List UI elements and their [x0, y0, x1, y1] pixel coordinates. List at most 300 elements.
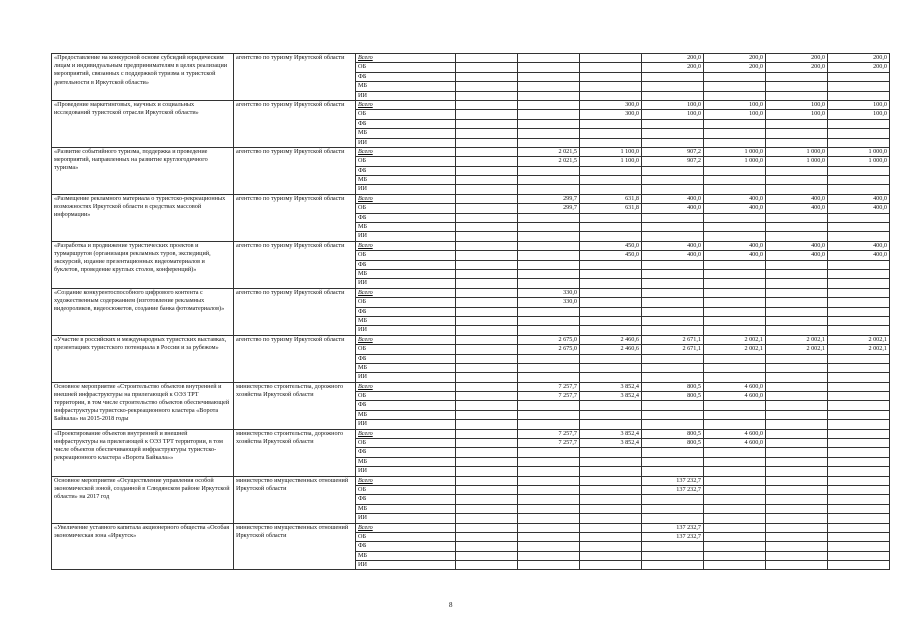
- amount-cell: [766, 354, 828, 363]
- amount-cell: [766, 495, 828, 504]
- amount-cell: 137 232,7: [642, 476, 704, 485]
- amount-cell: 1 000,0: [766, 157, 828, 166]
- measure-name-cell: «Предоставление на конкурсной основе субсидий юридическим лицам и индивидуальным предпринимателям в целях реализации мероприятий, связанных с поддержкой туризма и туристской деятельности в Иркутской области»: [52, 54, 234, 101]
- amount-cell: [704, 401, 766, 410]
- amount-cell: 450,0: [580, 251, 642, 260]
- funding-source-cell: МБ: [356, 223, 456, 232]
- amount-cell: [828, 288, 890, 297]
- amount-cell: [456, 429, 518, 438]
- amount-cell: [766, 316, 828, 325]
- amount-cell: [456, 138, 518, 147]
- amount-cell: [456, 241, 518, 250]
- amount-cell: [518, 232, 580, 241]
- amount-cell: [828, 363, 890, 372]
- funding-source-cell: Всего: [356, 429, 456, 438]
- funding-source-cell: МБ: [356, 551, 456, 560]
- amount-cell: [704, 410, 766, 419]
- funding-source-cell: ИИ: [356, 185, 456, 194]
- amount-cell: [518, 542, 580, 551]
- amount-cell: [828, 307, 890, 316]
- table-row: [52, 100, 890, 109]
- amount-cell: 100,0: [704, 100, 766, 109]
- amount-cell: [828, 495, 890, 504]
- amount-cell: [704, 532, 766, 541]
- amount-cell: [580, 542, 642, 551]
- amount-cell: [642, 82, 704, 91]
- amount-cell: [518, 279, 580, 288]
- amount-cell: [766, 476, 828, 485]
- amount-cell: [580, 166, 642, 175]
- amount-cell: [456, 298, 518, 307]
- amount-cell: [828, 532, 890, 541]
- amount-cell: [828, 354, 890, 363]
- amount-cell: [642, 307, 704, 316]
- amount-cell: [828, 119, 890, 128]
- amount-cell: 400,0: [828, 194, 890, 203]
- funding-source-cell: Всего: [356, 194, 456, 203]
- funding-source-cell: ФБ: [356, 72, 456, 81]
- amount-cell: 450,0: [580, 241, 642, 250]
- responsible-cell: агентство по туризму Иркутской области: [234, 147, 356, 194]
- table-row: [52, 429, 890, 438]
- amount-cell: [642, 401, 704, 410]
- amount-cell: [518, 476, 580, 485]
- amount-cell: [828, 551, 890, 560]
- amount-cell: 4 600,0: [704, 382, 766, 391]
- amount-cell: [580, 476, 642, 485]
- amount-cell: 400,0: [642, 194, 704, 203]
- amount-cell: 2 021,5: [518, 157, 580, 166]
- funding-source-cell: ИИ: [356, 91, 456, 100]
- funding-source-cell: Всего: [356, 241, 456, 250]
- amount-cell: 7 257,7: [518, 392, 580, 401]
- responsible-cell: министерство имущественных отношений Иркутской области: [234, 523, 356, 570]
- funding-source-cell: ФБ: [356, 260, 456, 269]
- amount-cell: 1 000,0: [828, 147, 890, 156]
- amount-cell: [456, 110, 518, 119]
- amount-cell: [580, 354, 642, 363]
- amount-cell: [828, 382, 890, 391]
- amount-cell: [518, 129, 580, 138]
- amount-cell: [518, 241, 580, 250]
- amount-cell: [456, 439, 518, 448]
- measure-name-cell: «Развитие событийного туризма, поддержка и проведение мероприятий, направленных на развитие круглогодичного туризма»: [52, 147, 234, 194]
- amount-cell: [518, 504, 580, 513]
- amount-cell: [828, 326, 890, 335]
- amount-cell: [518, 354, 580, 363]
- amount-cell: [828, 72, 890, 81]
- amount-cell: [704, 260, 766, 269]
- amount-cell: 200,0: [828, 63, 890, 72]
- amount-cell: [456, 476, 518, 485]
- amount-cell: 299,7: [518, 204, 580, 213]
- amount-cell: 2 002,1: [828, 335, 890, 344]
- amount-cell: [456, 307, 518, 316]
- amount-cell: [456, 532, 518, 541]
- amount-cell: 400,0: [766, 251, 828, 260]
- funding-source-cell: МБ: [356, 82, 456, 91]
- amount-cell: [518, 523, 580, 532]
- amount-cell: 400,0: [704, 194, 766, 203]
- table-row: [52, 382, 890, 391]
- amount-cell: [642, 176, 704, 185]
- amount-cell: [766, 420, 828, 429]
- amount-cell: [580, 298, 642, 307]
- amount-cell: 100,0: [704, 110, 766, 119]
- amount-cell: [642, 467, 704, 476]
- amount-cell: [766, 185, 828, 194]
- amount-cell: [828, 260, 890, 269]
- amount-cell: [828, 232, 890, 241]
- amount-cell: [704, 373, 766, 382]
- amount-cell: 400,0: [642, 251, 704, 260]
- amount-cell: [704, 514, 766, 523]
- amount-cell: [518, 54, 580, 63]
- table-row: [52, 523, 890, 532]
- amount-cell: [456, 100, 518, 109]
- amount-cell: 330,0: [518, 288, 580, 297]
- amount-cell: [580, 448, 642, 457]
- amount-cell: [580, 213, 642, 222]
- responsible-cell: министерство имущественных отношений Иркутской области: [234, 476, 356, 523]
- funding-source-cell: МБ: [356, 504, 456, 513]
- funding-source-cell: ОБ: [356, 439, 456, 448]
- amount-cell: [766, 166, 828, 175]
- funding-source-cell: МБ: [356, 410, 456, 419]
- amount-cell: [828, 485, 890, 494]
- amount-cell: [456, 401, 518, 410]
- amount-cell: 100,0: [642, 110, 704, 119]
- amount-cell: [580, 514, 642, 523]
- amount-cell: [704, 363, 766, 372]
- amount-cell: [456, 392, 518, 401]
- amount-cell: [456, 72, 518, 81]
- funding-source-cell: ФБ: [356, 166, 456, 175]
- measure-name-cell: «Создание конкурентоспособного цифрового контента с художественным содержанием (изготовление рекламных видеороликов, видеосюжетов, создание банка фотоматериалов)»: [52, 288, 234, 335]
- amount-cell: [642, 363, 704, 372]
- amount-cell: [766, 129, 828, 138]
- amount-cell: [456, 288, 518, 297]
- amount-cell: [456, 185, 518, 194]
- amount-cell: [456, 129, 518, 138]
- amount-cell: [766, 307, 828, 316]
- amount-cell: [642, 326, 704, 335]
- amount-cell: [704, 185, 766, 194]
- amount-cell: [642, 279, 704, 288]
- amount-cell: [580, 185, 642, 194]
- amount-cell: [580, 232, 642, 241]
- amount-cell: [456, 147, 518, 156]
- amount-cell: [828, 448, 890, 457]
- funding-source-cell: МБ: [356, 176, 456, 185]
- amount-cell: 3 852,4: [580, 429, 642, 438]
- amount-cell: [704, 129, 766, 138]
- responsible-cell: агентство по туризму Иркутской области: [234, 100, 356, 147]
- amount-cell: 400,0: [704, 241, 766, 250]
- amount-cell: [766, 260, 828, 269]
- amount-cell: 330,0: [518, 298, 580, 307]
- table-row: [52, 288, 890, 297]
- amount-cell: [456, 373, 518, 382]
- amount-cell: [766, 429, 828, 438]
- amount-cell: [766, 551, 828, 560]
- amount-cell: [704, 542, 766, 551]
- amount-cell: [828, 166, 890, 175]
- amount-cell: [704, 119, 766, 128]
- funding-source-cell: ОБ: [356, 110, 456, 119]
- amount-cell: [580, 326, 642, 335]
- amount-cell: [456, 251, 518, 260]
- amount-cell: [580, 373, 642, 382]
- amount-cell: 631,8: [580, 204, 642, 213]
- amount-cell: 137 232,7: [642, 485, 704, 494]
- amount-cell: [828, 316, 890, 325]
- amount-cell: [766, 288, 828, 297]
- amount-cell: [456, 166, 518, 175]
- funding-source-cell: ФБ: [356, 119, 456, 128]
- funding-source-cell: Всего: [356, 523, 456, 532]
- amount-cell: [766, 382, 828, 391]
- table-row: [52, 54, 890, 63]
- amount-cell: [828, 504, 890, 513]
- amount-cell: 200,0: [828, 54, 890, 63]
- table-row: [52, 335, 890, 344]
- amount-cell: [642, 288, 704, 297]
- amount-cell: [580, 504, 642, 513]
- amount-cell: [828, 457, 890, 466]
- amount-cell: [580, 176, 642, 185]
- amount-cell: [642, 232, 704, 241]
- amount-cell: [704, 307, 766, 316]
- funding-source-cell: Всего: [356, 288, 456, 297]
- amount-cell: [456, 204, 518, 213]
- amount-cell: [704, 213, 766, 222]
- funding-source-cell: МБ: [356, 269, 456, 278]
- amount-cell: [642, 223, 704, 232]
- amount-cell: [642, 495, 704, 504]
- amount-cell: 2 671,1: [642, 345, 704, 354]
- amount-cell: 1 000,0: [766, 147, 828, 156]
- amount-cell: [704, 504, 766, 513]
- amount-cell: [828, 514, 890, 523]
- amount-cell: [580, 401, 642, 410]
- amount-cell: 907,2: [642, 157, 704, 166]
- amount-cell: [766, 392, 828, 401]
- measure-name-cell: «Участие в российских и международных туристских выставках, презентациях туристского потенциала в России и за рубежом»: [52, 335, 234, 382]
- amount-cell: 2 002,1: [828, 345, 890, 354]
- funding-source-cell: ОБ: [356, 251, 456, 260]
- amount-cell: [704, 288, 766, 297]
- amount-cell: 400,0: [766, 204, 828, 213]
- amount-cell: [642, 166, 704, 175]
- amount-cell: [456, 232, 518, 241]
- amount-cell: [642, 260, 704, 269]
- amount-cell: [642, 298, 704, 307]
- amount-cell: [456, 523, 518, 532]
- amount-cell: 200,0: [642, 54, 704, 63]
- page-number: 8: [449, 601, 453, 609]
- funding-source-cell: ОБ: [356, 345, 456, 354]
- amount-cell: [642, 185, 704, 194]
- amount-cell: [766, 523, 828, 532]
- amount-cell: [766, 213, 828, 222]
- amount-cell: [580, 316, 642, 325]
- measure-name-cell: Основное мероприятие «Осуществление управления особой экономической зоной, созданной в Слюдянском районе Иркутской области» на 2017 год: [52, 476, 234, 523]
- amount-cell: [456, 542, 518, 551]
- amount-cell: [704, 279, 766, 288]
- funding-source-cell: ОБ: [356, 63, 456, 72]
- amount-cell: [766, 448, 828, 457]
- amount-cell: 907,2: [642, 147, 704, 156]
- amount-cell: 4 600,0: [704, 392, 766, 401]
- amount-cell: [456, 485, 518, 494]
- amount-cell: 1 000,0: [828, 157, 890, 166]
- amount-cell: [518, 316, 580, 325]
- amount-cell: [704, 138, 766, 147]
- amount-cell: [642, 72, 704, 81]
- amount-cell: [456, 223, 518, 232]
- amount-cell: [580, 129, 642, 138]
- amount-cell: [456, 54, 518, 63]
- amount-cell: [766, 223, 828, 232]
- amount-cell: [828, 269, 890, 278]
- measure-name-cell: «Проведение маркетинговых, научных и социальных исследований туристской отрасли Иркутской области»: [52, 100, 234, 147]
- responsible-cell: агентство по туризму Иркутской области: [234, 288, 356, 335]
- amount-cell: 300,0: [580, 110, 642, 119]
- amount-cell: [580, 363, 642, 372]
- amount-cell: 400,0: [704, 251, 766, 260]
- responsible-cell: министерство строительства, дорожного хозяйства Иркутской области: [234, 382, 356, 429]
- amount-cell: 1 100,0: [580, 157, 642, 166]
- amount-cell: [518, 100, 580, 109]
- amount-cell: [580, 138, 642, 147]
- amount-cell: [766, 72, 828, 81]
- amount-cell: [766, 138, 828, 147]
- amount-cell: 2 671,1: [642, 335, 704, 344]
- table-row: [52, 147, 890, 156]
- amount-cell: [828, 138, 890, 147]
- amount-cell: [704, 495, 766, 504]
- amount-cell: [580, 269, 642, 278]
- amount-cell: [642, 129, 704, 138]
- amount-cell: [828, 542, 890, 551]
- funding-source-cell: ФБ: [356, 307, 456, 316]
- amount-cell: [518, 72, 580, 81]
- funding-source-cell: МБ: [356, 457, 456, 466]
- amount-cell: [456, 119, 518, 128]
- amount-cell: [766, 269, 828, 278]
- amount-cell: 400,0: [704, 204, 766, 213]
- amount-cell: 2 002,1: [766, 345, 828, 354]
- amount-cell: [642, 410, 704, 419]
- amount-cell: [518, 185, 580, 194]
- amount-cell: [518, 561, 580, 570]
- amount-cell: [704, 467, 766, 476]
- amount-cell: [456, 495, 518, 504]
- amount-cell: [642, 457, 704, 466]
- amount-cell: 200,0: [704, 63, 766, 72]
- table-row: [52, 241, 890, 250]
- amount-cell: [642, 213, 704, 222]
- budget-table-body: [52, 54, 890, 570]
- amount-cell: 1 100,0: [580, 147, 642, 156]
- amount-cell: [704, 561, 766, 570]
- amount-cell: [456, 514, 518, 523]
- amount-cell: 800,5: [642, 392, 704, 401]
- amount-cell: [456, 561, 518, 570]
- amount-cell: [580, 307, 642, 316]
- amount-cell: [766, 485, 828, 494]
- amount-cell: [580, 72, 642, 81]
- amount-cell: [456, 260, 518, 269]
- amount-cell: 1 000,0: [704, 157, 766, 166]
- amount-cell: 2 460,6: [580, 335, 642, 344]
- amount-cell: [456, 269, 518, 278]
- amount-cell: [456, 63, 518, 72]
- amount-cell: [766, 232, 828, 241]
- amount-cell: [704, 420, 766, 429]
- amount-cell: [580, 485, 642, 494]
- amount-cell: [704, 232, 766, 241]
- amount-cell: 7 257,7: [518, 439, 580, 448]
- amount-cell: [704, 485, 766, 494]
- amount-cell: [580, 523, 642, 532]
- amount-cell: [642, 91, 704, 100]
- amount-cell: 137 232,7: [642, 523, 704, 532]
- funding-source-cell: МБ: [356, 316, 456, 325]
- amount-cell: [704, 448, 766, 457]
- funding-source-cell: МБ: [356, 129, 456, 138]
- amount-cell: [642, 316, 704, 325]
- amount-cell: [828, 476, 890, 485]
- amount-cell: [766, 467, 828, 476]
- amount-cell: 3 852,4: [580, 439, 642, 448]
- amount-cell: 7 257,7: [518, 382, 580, 391]
- amount-cell: [518, 401, 580, 410]
- amount-cell: 2 460,6: [580, 345, 642, 354]
- amount-cell: [828, 373, 890, 382]
- amount-cell: [456, 551, 518, 560]
- amount-cell: [766, 119, 828, 128]
- amount-cell: [828, 401, 890, 410]
- amount-cell: 100,0: [766, 110, 828, 119]
- amount-cell: [518, 485, 580, 494]
- amount-cell: [766, 410, 828, 419]
- amount-cell: 100,0: [828, 100, 890, 109]
- amount-cell: 400,0: [828, 251, 890, 260]
- funding-source-cell: Всего: [356, 382, 456, 391]
- amount-cell: [828, 523, 890, 532]
- amount-cell: [518, 307, 580, 316]
- amount-cell: [828, 176, 890, 185]
- amount-cell: [828, 279, 890, 288]
- amount-cell: [518, 373, 580, 382]
- amount-cell: [704, 269, 766, 278]
- amount-cell: [828, 298, 890, 307]
- amount-cell: 200,0: [704, 54, 766, 63]
- amount-cell: [828, 429, 890, 438]
- amount-cell: [518, 223, 580, 232]
- amount-cell: [456, 410, 518, 419]
- amount-cell: [456, 316, 518, 325]
- amount-cell: 400,0: [828, 241, 890, 250]
- amount-cell: 200,0: [766, 54, 828, 63]
- amount-cell: [580, 91, 642, 100]
- amount-cell: [518, 63, 580, 72]
- measure-name-cell: «Увеличение уставного капитала акционерного общества «Особая экономическая зона «Иркутск»: [52, 523, 234, 570]
- funding-source-cell: ИИ: [356, 420, 456, 429]
- amount-cell: [456, 420, 518, 429]
